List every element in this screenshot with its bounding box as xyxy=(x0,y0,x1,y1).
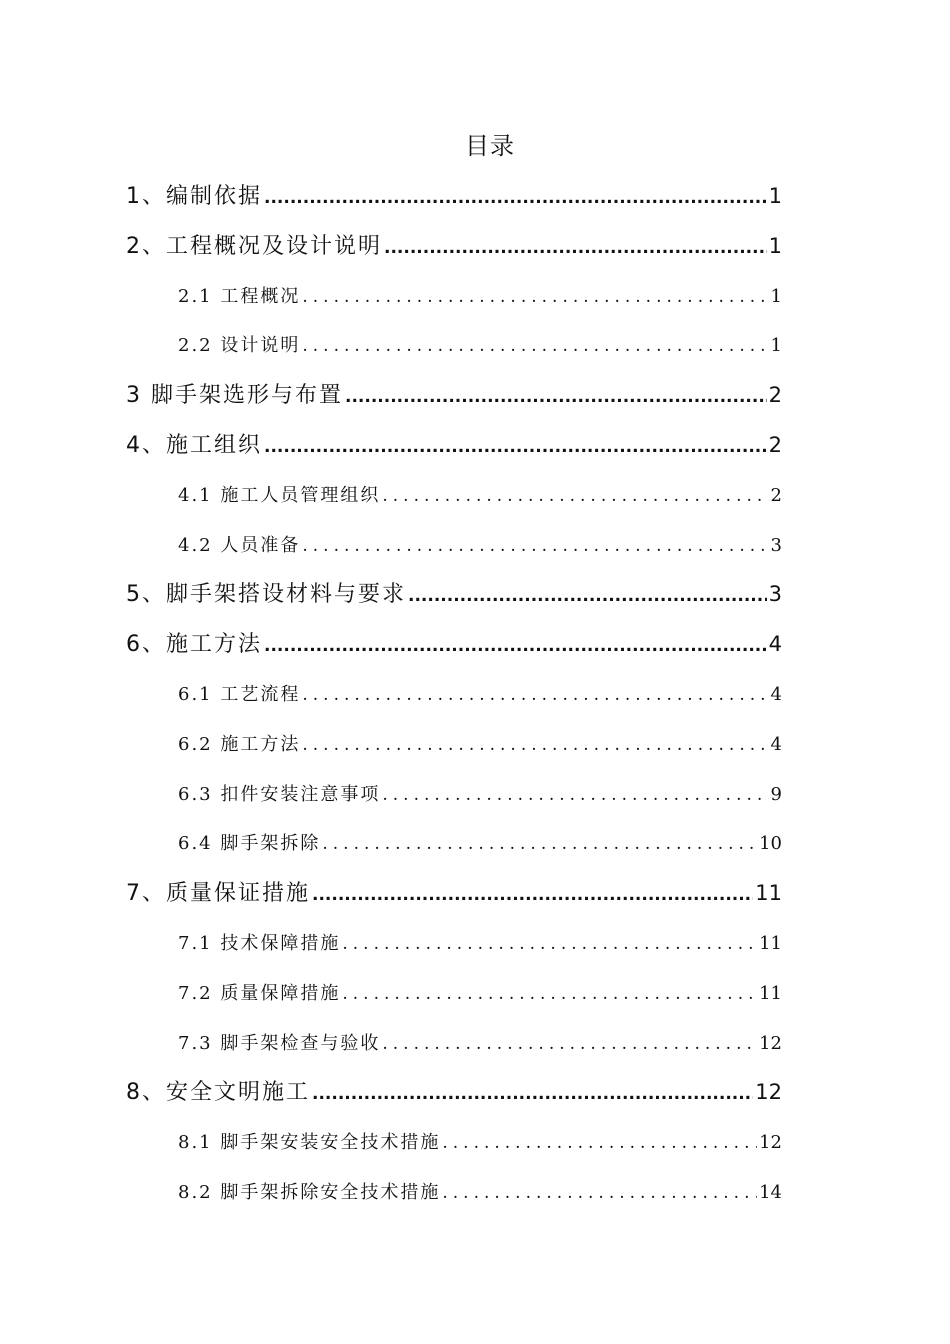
toc-entry-label: 7.3 脚手架检查与验收 xyxy=(178,1032,381,1054)
toc-entry-label: 8、安全文明施工 xyxy=(126,1080,310,1106)
toc-entry[interactable] xyxy=(0,1118,782,1168)
toc-page-number: 14 xyxy=(759,1181,782,1203)
toc-dot-leader xyxy=(382,472,768,522)
toc-dot-leader xyxy=(442,1169,757,1219)
toc-entry-label: 2、工程概况及设计说明 xyxy=(126,233,382,259)
toc-entry[interactable] xyxy=(0,1168,782,1218)
toc-dot-leader xyxy=(302,721,768,771)
toc-entry[interactable] xyxy=(0,670,782,720)
toc-page-number: 1 xyxy=(768,233,782,258)
toc-entry-label: 6.3 扣件安装注意事项 xyxy=(178,783,381,805)
toc-entry[interactable] xyxy=(0,969,782,1019)
toc-page-number: 1 xyxy=(770,285,782,307)
toc-page-number: 12 xyxy=(759,1132,782,1154)
toc-page-number: 1 xyxy=(770,335,782,357)
toc-entry-label: 7.1 技术保障措施 xyxy=(178,932,341,954)
toc-entry-label: 7.2 质量保障措施 xyxy=(178,982,341,1004)
toc-entry-label: 8.1 脚手架安装安全技术措施 xyxy=(178,1132,441,1154)
toc-entry-label: 4.2 人员准备 xyxy=(178,534,301,556)
toc-entry[interactable] xyxy=(0,770,782,820)
toc-entry[interactable] xyxy=(0,321,782,371)
toc-entry[interactable] xyxy=(0,471,782,521)
toc-page-number: 10 xyxy=(759,833,782,855)
toc-entry[interactable] xyxy=(0,1019,782,1069)
toc-entry[interactable] xyxy=(0,272,782,322)
toc-entry-label: 6、施工方法 xyxy=(126,632,262,658)
toc-dot-leader xyxy=(342,920,757,970)
toc-entry[interactable] xyxy=(0,172,782,222)
toc-entry[interactable] xyxy=(0,620,782,670)
toc-entry-label: 5、脚手架搭设材料与要求 xyxy=(126,582,406,608)
toc-entry[interactable] xyxy=(0,819,782,869)
toc-page-number: 3 xyxy=(768,582,782,607)
toc-page-number: 12 xyxy=(755,1080,782,1105)
toc-entry[interactable] xyxy=(0,371,782,421)
toc-entry-label: 3 脚手架选形与布置 xyxy=(126,383,343,409)
toc-entry[interactable] xyxy=(0,570,782,620)
toc-page-number: 4 xyxy=(770,733,782,755)
toc-entry-label: 6.2 施工方法 xyxy=(178,733,301,755)
toc-dot-leader xyxy=(264,423,767,473)
toc-dot-leader xyxy=(302,671,768,721)
toc-page-number: 12 xyxy=(759,1032,782,1054)
toc-page-number: 1 xyxy=(768,184,782,208)
toc-entry[interactable] xyxy=(0,720,782,770)
toc-page-number: 4 xyxy=(768,632,782,657)
toc-dot-leader xyxy=(264,174,767,224)
toc-page-number: 2 xyxy=(770,484,782,506)
toc-entry[interactable] xyxy=(0,521,782,571)
toc-entry-label: 2.2 设计说明 xyxy=(178,335,301,357)
toc-page-number: 2 xyxy=(768,383,782,408)
toc-dot-leader xyxy=(442,1119,757,1169)
toc-entry-label: 4、施工组织 xyxy=(126,432,262,458)
toc-dot-leader xyxy=(302,522,768,572)
toc-dot-leader xyxy=(342,970,757,1020)
toc-page-number: 3 xyxy=(770,534,782,556)
toc-dot-leader xyxy=(264,622,767,672)
toc-page-number: 11 xyxy=(759,982,782,1004)
toc-page-number: 4 xyxy=(770,683,782,705)
toc-entry[interactable] xyxy=(0,222,782,272)
toc-dot-leader xyxy=(302,322,768,372)
toc-page-number: 11 xyxy=(759,932,782,954)
toc-dot-leader xyxy=(302,273,768,323)
toc-page-number: 2 xyxy=(768,432,782,457)
toc-dot-leader xyxy=(382,771,768,821)
toc-page-number: 9 xyxy=(770,783,782,805)
toc-dot-leader xyxy=(322,820,757,870)
toc-entry-label: 7、质量保证措施 xyxy=(126,881,310,907)
toc-entry-label: 6.1 工艺流程 xyxy=(178,683,301,705)
table-of-contents xyxy=(0,172,950,1218)
toc-entry-label: 2.1 工程概况 xyxy=(178,285,301,307)
toc-dot-leader xyxy=(382,1020,757,1070)
toc-dot-leader xyxy=(345,373,767,423)
toc-dot-leader xyxy=(312,1070,753,1120)
toc-page-number: 11 xyxy=(755,881,782,906)
toc-entry-label: 1、编制依据 xyxy=(126,184,262,209)
toc-entry-label: 6.4 脚手架拆除 xyxy=(178,833,321,855)
toc-entry[interactable] xyxy=(0,869,782,919)
toc-entry[interactable] xyxy=(0,919,782,969)
toc-entry[interactable] xyxy=(0,421,782,471)
toc-entry[interactable] xyxy=(0,1068,782,1118)
toc-entry-label: 4.1 施工人员管理组织 xyxy=(178,484,381,506)
toc-dot-leader xyxy=(384,224,767,274)
toc-title: 目录 xyxy=(465,132,515,160)
toc-dot-leader xyxy=(408,572,767,622)
toc-entry-label: 8.2 脚手架拆除安全技术措施 xyxy=(178,1181,441,1203)
toc-dot-leader xyxy=(312,871,753,921)
